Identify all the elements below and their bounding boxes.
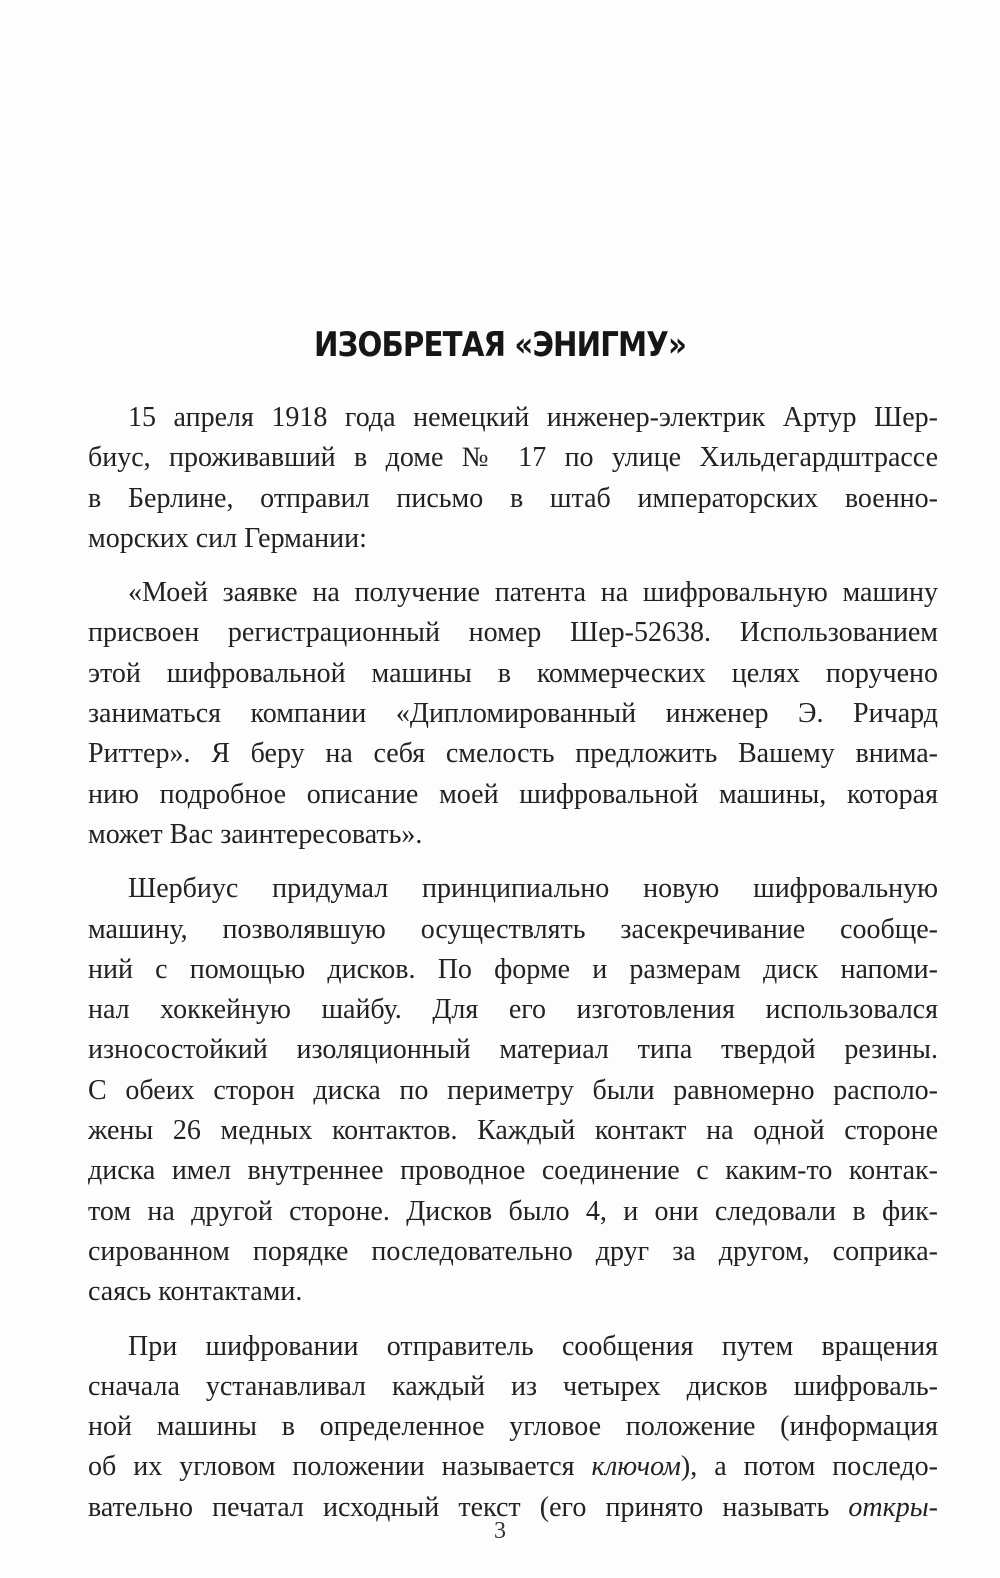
text-line: морских сил Германии: xyxy=(88,522,367,554)
text-line: саясь контактами. xyxy=(88,1276,303,1308)
text-line: этой шифровальной машины в коммерческих целях поручено xyxy=(88,657,938,689)
text-line: нию подробное описание моей шифровальной машины, которая xyxy=(88,778,938,810)
italic-term: откры- xyxy=(848,1491,938,1523)
italic-term: ключом xyxy=(591,1451,681,1483)
text-line: Риттер». Я беру на себя смелость предложить Вашему внима- xyxy=(88,738,938,770)
text-line: При шифровании отправитель сообщения путем вращения xyxy=(128,1330,938,1362)
text-line: диска имел внутреннее проводное соединение с каким-то контак- xyxy=(88,1155,938,1187)
text-line: может Вас заинтересовать». xyxy=(88,818,423,850)
text-line: сначала устанавливал каждый из четырех дисков шифроваль- xyxy=(88,1370,938,1402)
page-number: 3 xyxy=(494,1518,506,1544)
text-line: С обеих сторон диска по периметру были равномерно располо- xyxy=(88,1074,938,1106)
text-line: «Моей заявке на получение патента на шифровальную машину xyxy=(128,577,938,609)
text-line xyxy=(88,1447,938,1487)
text-line: жены 26 медных контактов. Каждый контакт на одной стороне xyxy=(88,1115,938,1147)
text-line: ний с помощью дисков. По форме и размерам диск напоми- xyxy=(88,953,938,985)
text-line: износостойкий изоляционный материал типа твердой резины. xyxy=(88,1034,938,1066)
text-line: том на другой стороне. Дисков было 4, и они следовали в фик- xyxy=(88,1195,938,1227)
paragraph-2-quote xyxy=(88,573,938,855)
text-line: заниматься компании «Дипломированный инженер Э. Ричард xyxy=(88,698,938,730)
text-segment: об их угловом положении называется xyxy=(88,1451,592,1483)
paragraph-4 xyxy=(88,1327,938,1528)
paragraph-1 xyxy=(88,398,938,559)
text-line: сированном порядке последовательно друг за другом, соприка- xyxy=(88,1235,938,1267)
text-segment: ), а потом последо- xyxy=(680,1451,938,1483)
text-line: Шербиус придумал принципиально новую шифровальную xyxy=(128,873,938,905)
text-line: в Берлине, отправил письмо в штаб императорских военно- xyxy=(88,482,938,514)
text-segment: вательно печатал исходный текст (его принято называть xyxy=(88,1491,849,1523)
text-line: 15 апреля 1918 года немецкий инженер-электрик Артур Шер- xyxy=(128,402,938,433)
text-line: присвоен регистрационный номер Шер-52638. Использованием xyxy=(88,617,938,649)
text-line: машину, позволявшую осуществлять засекречивание сообще- xyxy=(88,913,938,945)
body-text xyxy=(88,398,938,1528)
paragraph-3 xyxy=(88,869,938,1312)
text-line: биус, проживавший в доме № 17 по улице Хильдегардштрассе xyxy=(88,442,938,474)
chapter-title: ИЗОБРЕТАЯ «ЭНИГМУ» xyxy=(313,325,687,365)
text-line: нал хоккейную шайбу. Для его изготовления использовался xyxy=(88,994,938,1026)
text-line: ной машины в определенное угловое положение (информация xyxy=(88,1411,938,1443)
